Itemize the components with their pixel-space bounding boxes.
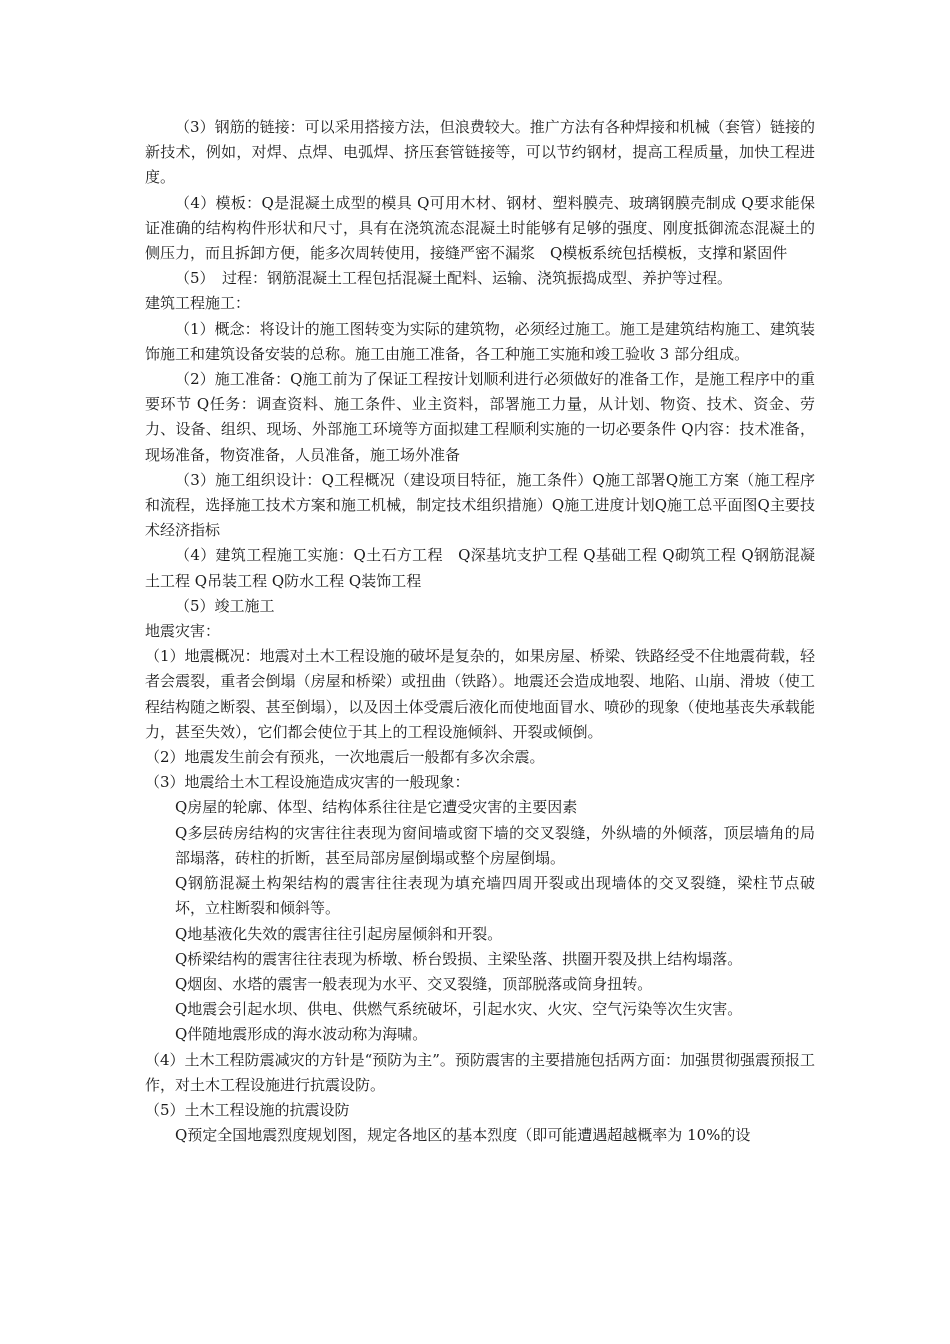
paragraph-rebar-connection: （3）钢筋的链接：可以采用搭接方法，但浪费较大。推广方法有各种焊接和机械（套管）链接的新技术，例如，对焊、点焊、电弧焊、挤压套管链接等，可以节约钢材，提高工程质量，加快工程进度。 [145, 118, 815, 187]
paragraph-earthquake-overview: （1）地震概况：地震对土木工程设施的破坏是复杂的，如果房屋、桥梁、铁路经受不住地震荷载，轻者会震裂，重者会倒塌（房屋和桥梁）或扭曲（铁路）。地震还会造成地裂、地陷、山崩、滑坡（使工程结构随之断裂、甚至倒塌），以及因土体受震后液化而使地面冒水、喷砂的现象（使地基丧失承载能力，甚至失效），它们都会使位于其上的工程设施倾斜、开裂或倾倒。 [145, 647, 815, 741]
heading-earthquake: 地震灾害： [145, 622, 221, 641]
list-item: Q伴随地震形成的海水波动称为海啸。 [175, 1025, 428, 1044]
list-item: Q地震会引起水坝、供电、供燃气系统破坏，引起水灾、火灾、空气污染等次生灾害。 [175, 1000, 743, 1019]
paragraph-completion: （5）竣工施工 [175, 596, 275, 615]
paragraph-earthquake-phenomena: （3）地震给土木工程设施造成灾害的一般现象： [145, 773, 470, 792]
paragraph-formwork: （4）模板：Q是混凝土成型的模具 Q可用木材、钢材、塑料膜壳、玻璃钢膜壳制成 Q要求能保证准确的结构构件形状和尺寸，具有在浇筑流态混凝土时能够有足够的强度、刚度抵御流态混凝土的侧压力，而且拆卸方便，能多次周转使用，接缝严密不漏浆 Q模板系统包括模板，支撑和紧固件 [145, 193, 815, 263]
list-item: Q房屋的轮廓、体型、结构体系往往是它遭受灾害的主要因素 [175, 798, 578, 817]
paragraph-construction-concept: （1）概念：将设计的施工图转变为实际的建筑物，必须经过施工。施工是建筑结构施工、建筑装饰施工和建筑设备安装的总称。施工由施工准备，各工种施工实施和竣工验收 3 部分组成。 [145, 319, 815, 363]
paragraph-prevention-policy: （4）土木工程防震减灾的方针是“预防为主”。预防震害的主要措施包括两方面：加强贯彻强震预报工作，对土木工程设施进行抗震设防。 [145, 1050, 815, 1094]
list-item: Q预定全国地震烈度规划图，规定各地区的基本烈度（即可能遭遇超越概率为 10%的设 [175, 1126, 751, 1145]
list-item: Q桥梁结构的震害往往表现为桥墩、桥台毁损、主梁坠落、拱圈开裂及拱上结构塌落。 [175, 949, 743, 968]
paragraph-construction-implementation: （4）建筑工程施工实施：Q土石方工程 Q深基坑支护工程 Q基础工程 Q砌筑工程 Q钢筋混凝土工程 Q吊装工程 Q防水工程 Q装饰工程 [145, 546, 815, 590]
paragraph-construction-preparation: （2）施工准备：Q施工前为了保证工程按计划顺利进行必须做好的准备工作，是施工程序中的重要环节 Q任务：调查资料、施工条件、业主资料，部署施工力量，从计划、物资、技术、资金、劳力、设备、组织、现场、外部施工环境等方面拟建工程顺利实施的一切必要条件 Q内容：技术准备，现场准备，物资准备，人员准备，施工场外准备 [145, 370, 815, 464]
paragraph-earthquake-aftershock: （2）地震发生前会有预兆，一次地震后一般都有多次余震。 [145, 748, 545, 767]
list-item: Q多层砖房结构的灾害往往表现为窗间墙或窗下墙的交叉裂缝，外纵墙的外倾落，顶层墙角的局部塌落，砖柱的折断，甚至局部房屋倒塌或整个房屋倒塌。 [175, 823, 815, 867]
list-item: Q地基液化失效的震害往往引起房屋倾斜和开裂。 [175, 924, 503, 943]
document-page [145, 115, 815, 1148]
list-item: Q烟囱、水塔的震害一般表现为水平、交叉裂缝，顶部脱落或筒身扭转。 [175, 974, 653, 993]
list-item: Q钢筋混凝土构架结构的震害往往表现为填充墙四周开裂或出现墙体的交叉裂缝，梁柱节点破坏，立柱断裂和倾斜等。 [175, 874, 815, 918]
paragraph-concrete-process: （5） 过程：钢筋混凝土工程包括混凝土配料、运输、浇筑振捣成型、养护等过程。 [175, 269, 733, 288]
heading-construction: 建筑工程施工： [145, 294, 251, 313]
paragraph-seismic-fortification: （5）土木工程设施的抗震设防 [145, 1100, 350, 1119]
paragraph-construction-organization: （3）施工组织设计：Q工程概况（建设项目特征，施工条件）Q施工部署Q施工方案（施工程序和流程，选择施工技术方案和施工机械，制定技术组织措施）Q施工进度计划Q施工总平面图Q主要技术经济指标 [145, 470, 815, 540]
